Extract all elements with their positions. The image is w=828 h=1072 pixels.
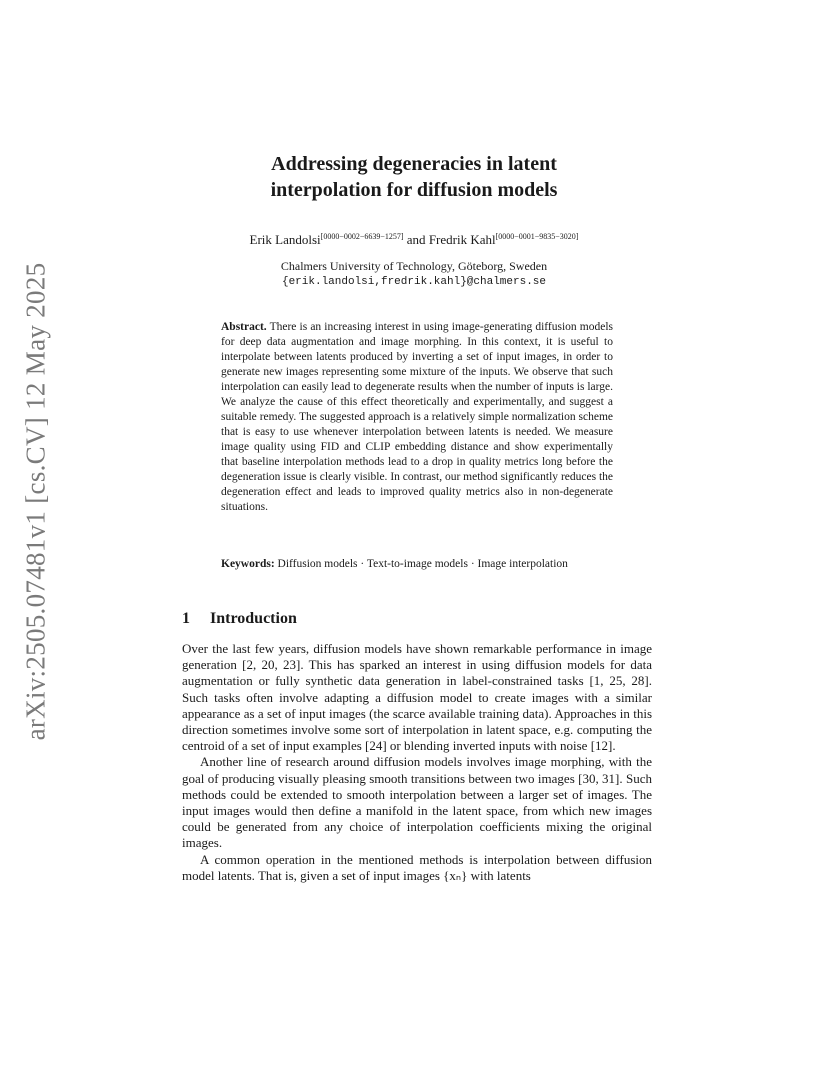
abstract-label: Abstract. [221, 321, 267, 333]
abstract-text: There is an increasing interest in using image-generating diffusion models for deep data augmentation and image morphing. In this context, it is useful to interpolate between latents produced by inverting a set of input images, in order to generate new images representing some mixture of the inputs. We observe that such interpolation can easily lead to degenerate results when the number of inputs is large. We analyze the cause of this effect theoretically and experimentally, and suggest a suitable remedy. The suggested approach is a relatively simple normalization scheme that is easy to use whenever interpolation between latents is needed. We measure image quality using FID and CLIP embedding distance and show experimentally that baseline interpolation methods lead to a drop in quality metrics long before the degeneration issue is clearly visible. In contrast, our method significantly reduces the degeneration effect and leads to improved quality metrics also in non-degenerate situations. [221, 321, 613, 513]
paragraph: Another line of research around diffusion models involves image morphing, with the goal of producing visually pleasing smooth transitions between two images [30, 31]. Such methods could be extended to smooth interpolation between a larger set of images. The input images would then define a manifold in the latent space, from which new images could be generated from any choice of interpolation coefficients mixing the original images. [182, 754, 652, 851]
paragraph: Over the last few years, diffusion models have shown remarkable performance in image generation [2, 20, 23]. This has sparked an interest in using diffusion models for data augmentation or fully synthetic data generation in label-constrained tasks [1, 25, 28]. Such tasks often involve adapting a diffusion model to create images with a similar appearance as a set of input images (the scarce available training data). Approaches in this direction sometimes involve some sort of interpolation in latent space, e.g. computing the centroid of a set of input examples [24] or blending inverted inputs with noise [12]. [182, 641, 652, 754]
section-number: 1 [182, 610, 190, 627]
author-2-orcid: [0000−0001−9835−3020] [495, 232, 579, 241]
paper-title [0, 151, 828, 203]
arxiv-identifier-text: arXiv:2505.07481v1 [cs.CV] 12 May 2025 [20, 262, 51, 740]
author-1-orcid: [0000−0002−6639−1257] [320, 232, 404, 241]
keywords-text: Diffusion models · Text-to-image models · Image interpolation [277, 558, 568, 570]
section-title: Introduction [210, 610, 297, 627]
paragraph: A common operation in the mentioned methods is interpolation between diffusion model latents. That is, given a set of input images {xₙ} with latents [182, 851, 652, 883]
author-list [0, 228, 828, 249]
affiliation-email: {erik.landolsi,fredrik.kahl}@chalmers.se [281, 276, 547, 288]
section-heading-introduction [182, 609, 297, 629]
author-connector: and [406, 232, 426, 247]
keywords-label: Keywords: [221, 558, 275, 570]
introduction-body [182, 641, 652, 884]
affiliation-institution: Chalmers University of Technology, Göteborg, Sweden [280, 259, 548, 273]
keywords [221, 557, 613, 572]
affiliation-block [0, 258, 828, 290]
author-1-name: Erik Landolsi [249, 232, 321, 247]
paper-title-line-2: interpolation for diffusion models [270, 179, 558, 201]
abstract [221, 320, 613, 515]
author-2-name: Fredrik Kahl [428, 232, 496, 247]
paper-title-line-1: Addressing degeneracies in latent [271, 153, 557, 175]
arxiv-identifier-stamp [18, 262, 54, 740]
